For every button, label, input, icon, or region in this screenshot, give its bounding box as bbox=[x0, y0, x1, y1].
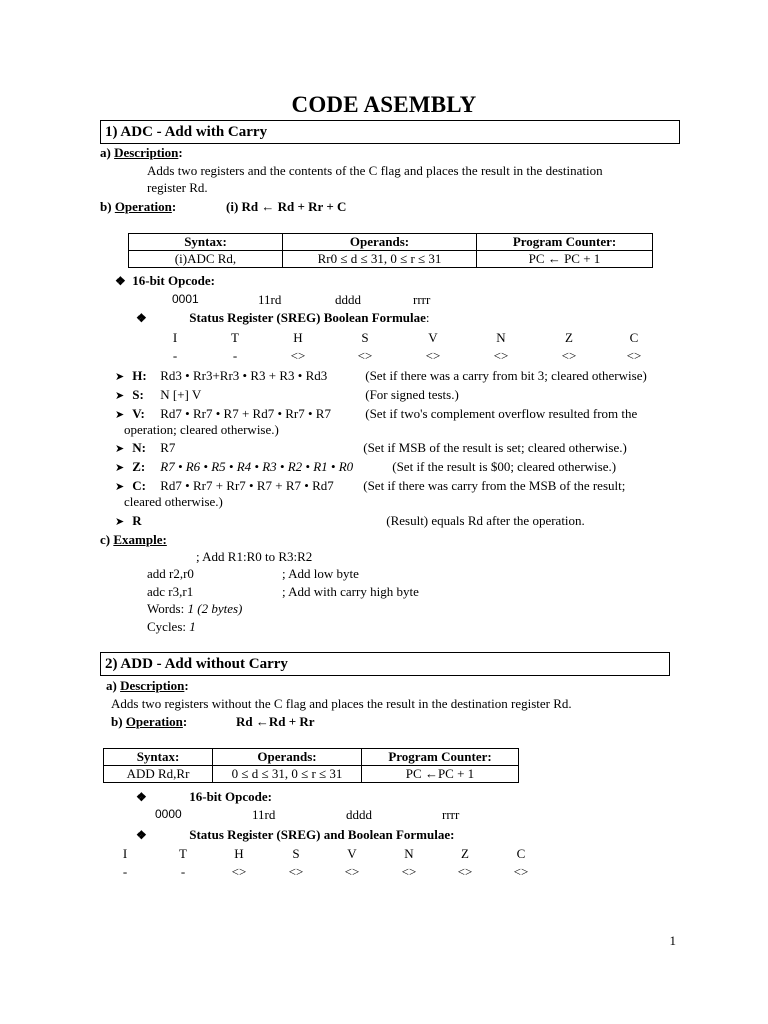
adc-syntax-table bbox=[128, 233, 653, 268]
adc-opcode-0: 0001 bbox=[172, 292, 199, 306]
section-header-add: 2) ADD - Add without Carry bbox=[100, 652, 670, 676]
formula-text: Rd7 • Rr7 + Rr7 • R7 + R7 • Rd7 bbox=[160, 478, 334, 493]
add-flag-names bbox=[110, 846, 640, 863]
heading-prefix: a) bbox=[106, 678, 121, 693]
flag-value: <> bbox=[231, 864, 247, 879]
formula-text: R7 • R6 • R5 • R4 • R3 • R2 • R1 • R0 bbox=[160, 459, 354, 474]
add-syntax-table bbox=[103, 748, 519, 783]
heading-text: Example: bbox=[113, 532, 167, 547]
heading-text: Description bbox=[114, 145, 179, 160]
formula-label: V: bbox=[132, 406, 145, 421]
formula-note: (Set if there was carry from the MSB of the result; bbox=[363, 478, 626, 493]
add-flag-values bbox=[110, 864, 640, 881]
formula-row-r bbox=[115, 513, 585, 530]
flag-value: <> bbox=[357, 348, 373, 363]
add-opcode-2: dddd bbox=[346, 807, 372, 822]
arrow-bullet-icon: ➤ bbox=[115, 371, 125, 383]
heading-text: Operation bbox=[125, 714, 183, 729]
heading-prefix: a) bbox=[100, 145, 115, 160]
table-cell-operands: 0 ≤ d ≤ 31, 0 ≤ r ≤ 31 bbox=[213, 766, 362, 783]
formula-row-v bbox=[115, 406, 637, 423]
flag-value: <> bbox=[513, 864, 529, 879]
add-opcode-3: rrrr bbox=[442, 807, 460, 822]
heading-prefix: c) bbox=[100, 532, 114, 547]
flag-name: Z bbox=[461, 846, 469, 861]
adc-opcode-heading bbox=[115, 273, 215, 290]
adc-sreg-heading bbox=[136, 310, 430, 327]
adc-opcode-1: 11rd bbox=[258, 292, 282, 307]
flag-name: T bbox=[231, 330, 239, 345]
formula-text: N [+] V bbox=[160, 387, 202, 402]
table-header-pc: Program Counter: bbox=[362, 749, 519, 766]
arrow-bullet-icon: ➤ bbox=[115, 409, 125, 421]
add-operation-formula: Rd ←Rd + Rr bbox=[236, 714, 315, 729]
flag-value: - bbox=[180, 864, 186, 879]
flag-name: I bbox=[122, 846, 128, 861]
diamond-bullet-icon: ❖ bbox=[136, 790, 147, 804]
flag-name: V bbox=[347, 846, 357, 861]
add-sreg-heading bbox=[136, 827, 454, 844]
formula-note: (Set if the result is $00; cleared otherwise.) bbox=[392, 459, 617, 474]
formula-label: N: bbox=[132, 440, 146, 455]
flag-value: - bbox=[172, 348, 178, 363]
flag-name: N bbox=[496, 330, 506, 345]
table-header-operands: Operands: bbox=[283, 234, 477, 251]
page-number: 1 bbox=[669, 933, 676, 948]
flag-value: <> bbox=[626, 348, 642, 363]
flag-name: T bbox=[179, 846, 187, 861]
table-cell-operands: Rr0 ≤ d ≤ 31, 0 ≤ r ≤ 31 bbox=[283, 251, 477, 268]
formula-note: (Set if two's complement overflow resulted from the bbox=[365, 406, 638, 421]
sreg-colon: : bbox=[425, 310, 430, 325]
arrow-bullet-icon: ➤ bbox=[115, 516, 125, 528]
formula-row-n bbox=[115, 440, 627, 457]
arrow-bullet-icon: ➤ bbox=[115, 443, 125, 455]
opcode-label: 16-bit Opcode: bbox=[189, 789, 272, 804]
heading-text: Description bbox=[120, 678, 185, 693]
formula-note: (Set if there was a carry from bit 3; cleared otherwise) bbox=[365, 368, 647, 383]
flag-value: - bbox=[232, 348, 238, 363]
flag-value: <> bbox=[457, 864, 473, 879]
formula-text: R7 bbox=[160, 440, 176, 455]
table-header-syntax: Syntax: bbox=[104, 749, 213, 766]
add-opcode-1: 11rd bbox=[252, 807, 276, 822]
page-title: CODE ASEMBLY bbox=[291, 92, 477, 117]
adc-flag-names bbox=[160, 330, 660, 347]
adc-opcode-3: rrrr bbox=[413, 292, 431, 307]
flag-name: C bbox=[629, 330, 639, 345]
flag-name: V bbox=[428, 330, 438, 345]
sreg-label: Status Register (SREG) Boolean Formulae bbox=[189, 310, 426, 325]
adc-operation-formula: (i) Rd ← Rd + Rr + C bbox=[226, 199, 347, 214]
flag-name: S bbox=[361, 330, 369, 345]
flag-value: <> bbox=[493, 348, 509, 363]
heading-text: Operation bbox=[114, 199, 172, 214]
formula-label: C: bbox=[132, 478, 146, 493]
formula-note: (Set if MSB of the result is set; cleared otherwise.) bbox=[363, 440, 627, 455]
formula-row-s bbox=[115, 387, 459, 404]
cycles-label: Cycles: bbox=[147, 619, 190, 634]
flag-name: C bbox=[516, 846, 526, 861]
add-operation-heading: b) Operation: bbox=[111, 714, 188, 729]
adc-example-heading bbox=[100, 532, 167, 549]
sreg-label: Status Register (SREG) and Boolean Formulae: bbox=[189, 827, 455, 842]
example-code-line: add r2,r0 bbox=[147, 566, 194, 581]
example-cycles bbox=[147, 619, 196, 636]
flag-value: <> bbox=[425, 348, 441, 363]
heading-prefix: b) bbox=[111, 714, 126, 729]
table-header-syntax: Syntax: bbox=[129, 234, 283, 251]
formula-row-c bbox=[115, 478, 625, 495]
words-label: Words: bbox=[147, 601, 188, 616]
example-code-comment: ; Add with carry high byte bbox=[282, 584, 419, 599]
flag-name: N bbox=[404, 846, 414, 861]
diamond-bullet-icon: ❖ bbox=[136, 311, 147, 325]
table-cell-pc: PC ←PC + 1 bbox=[362, 766, 519, 783]
formula-text: Rd3 • Rr3+Rr3 • R3 + R3 • Rd3 bbox=[160, 368, 328, 383]
flag-value: <> bbox=[288, 864, 304, 879]
example-words bbox=[147, 601, 242, 618]
add-opcode-heading bbox=[136, 789, 272, 806]
formula-row-v-cont: operation; cleared otherwise.) bbox=[124, 422, 279, 437]
heading-prefix: b) bbox=[100, 199, 115, 214]
table-header-operands: Operands: bbox=[213, 749, 362, 766]
formula-row-c-cont: cleared otherwise.) bbox=[124, 494, 223, 509]
adc-operation-heading: b) Operation: bbox=[100, 199, 177, 214]
flag-name: Z bbox=[565, 330, 573, 345]
formula-row-h bbox=[115, 368, 647, 385]
add-description-line1: Adds two registers without the C flag and places the result in the destination register Rd. bbox=[111, 696, 572, 711]
adc-description-heading: a) Description: bbox=[100, 145, 183, 160]
flag-name: H bbox=[293, 330, 303, 345]
flag-value: <> bbox=[290, 348, 306, 363]
adc-description-line2: register Rd. bbox=[147, 180, 208, 195]
add-opcode-0: 0000 bbox=[155, 807, 182, 821]
adc-description-line1: Adds two registers and the contents of the C flag and places the result in the destination bbox=[147, 163, 603, 178]
example-code-line: adc r3,r1 bbox=[147, 584, 194, 599]
words-value: 1 (2 bytes) bbox=[187, 601, 243, 616]
diamond-bullet-icon: ❖ bbox=[136, 828, 147, 842]
flag-value: <> bbox=[401, 864, 417, 879]
table-cell-pc: PC ← PC + 1 bbox=[477, 251, 653, 268]
formula-label: S: bbox=[132, 387, 144, 402]
flag-value: <> bbox=[344, 864, 360, 879]
formula-note: (Result) equals Rd after the operation. bbox=[386, 513, 585, 528]
formula-note: (For signed tests.) bbox=[365, 387, 459, 402]
formula-row-z bbox=[115, 459, 616, 476]
example-comment: ; Add R1:R0 to R3:R2 bbox=[196, 549, 313, 564]
example-code-comment: ; Add low byte bbox=[282, 566, 359, 581]
adc-opcode-2: dddd bbox=[335, 292, 361, 307]
formula-label: R bbox=[132, 513, 142, 528]
arrow-bullet-icon: ➤ bbox=[115, 462, 125, 474]
formula-label: H: bbox=[132, 368, 147, 383]
flag-value: - bbox=[122, 864, 128, 879]
flag-name: I bbox=[172, 330, 178, 345]
arrow-bullet-icon: ➤ bbox=[115, 481, 125, 493]
diamond-bullet-icon: ❖ bbox=[115, 274, 126, 288]
section-header-adc: 1) ADC - Add with Carry bbox=[100, 120, 680, 144]
adc-flag-values bbox=[160, 348, 660, 365]
opcode-label: 16-bit Opcode: bbox=[132, 273, 215, 288]
flag-value: <> bbox=[561, 348, 577, 363]
formula-label: Z: bbox=[132, 459, 146, 474]
flag-name: H bbox=[234, 846, 244, 861]
cycles-value: 1 bbox=[189, 619, 196, 634]
table-cell-syntax: ADD Rd,Rr bbox=[104, 766, 213, 783]
formula-text: Rd7 • Rr7 • R7 + Rd7 • Rr7 • R7 bbox=[160, 406, 331, 421]
table-header-pc: Program Counter: bbox=[477, 234, 653, 251]
flag-name: S bbox=[292, 846, 300, 861]
add-description-heading: a) Description: bbox=[106, 678, 189, 693]
arrow-bullet-icon: ➤ bbox=[115, 390, 125, 402]
table-cell-syntax: (i)ADC Rd, bbox=[129, 251, 283, 268]
